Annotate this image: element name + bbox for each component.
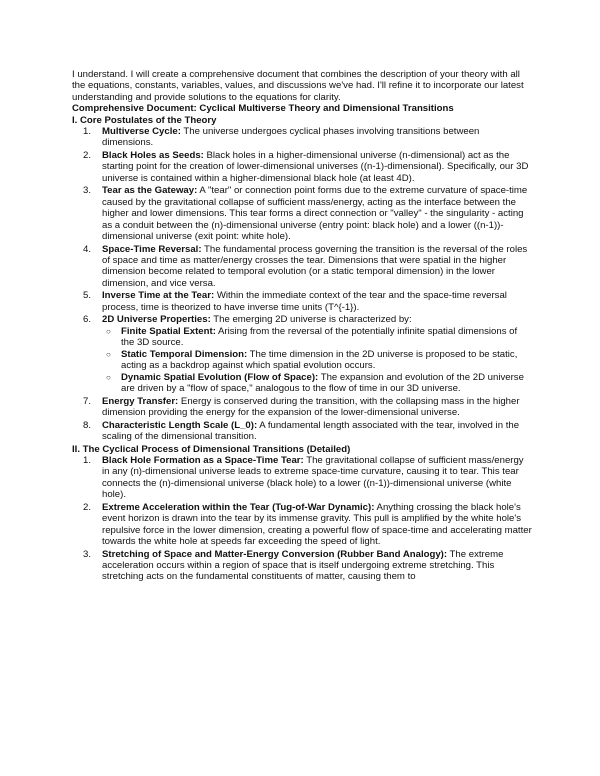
list-item: 3. Tear as the Gateway: A "tear" or connection point forms due to the extreme curvature of space-time caused by the gravitational collapse of sufficient mass/energy, acting as the interface between the higher and lower dimensions. This tear forms a direct connection or "valley" - the singularity - acting as a conduit between the (n)-dimensional universe (entry point: black hole) and a lower ((n-1))-dimensional universe (exit point: white hole). bbox=[83, 185, 528, 243]
item-term: Black Hole Formation as a Space-Time Tear: bbox=[102, 454, 304, 466]
document-title: Comprehensive Document: Cyclical Multiverse Theory and Dimensional Transitions bbox=[72, 103, 454, 115]
sub-item-text: The time dimension in the 2D universe is proposed to be static, acting as a backdrop against which spatial evolution occurs. bbox=[121, 348, 518, 372]
sub-item-term: Static Temporal Dimension: bbox=[121, 348, 248, 360]
item-text: Energy is conserved during the transition, with the collapsing mass in the higher dimension providing the energy for the expansion of the lower-dimensional universe. bbox=[102, 395, 520, 418]
bullet-icon: ○ bbox=[106, 372, 111, 382]
section-heading: I. Core Postulates of the Theory bbox=[72, 114, 217, 126]
list-item: 2. Black Holes as Seeds: Black holes in a higher-dimensional universe (n-dimensional) act as the starting point for the creation of lower-dimensional universes ((n-1)-dimensional). Specifically, our 3D universe is contained within a higher-dimensional black hole (at least 4D). bbox=[83, 150, 529, 184]
item-term: Black Holes as Seeds: bbox=[102, 150, 204, 162]
item-text: The universe undergoes cyclical phases involving transitions between dimensions. bbox=[102, 126, 480, 149]
list-item: 4. Space-Time Reversal: The fundamental process governing the transition is the reversal of the roles of space and time as matter/energy crosses the tear. Dimensions that were spatial in the higher dimension become related to temporal evolution (or a static temporal dimension) in the lower dimension, and vice versa. bbox=[83, 243, 528, 289]
sub-list-item bbox=[102, 372, 532, 395]
list-item: 6. 2D Universe Properties: The emerging 2D universe is characterized by: ○ Finite Spatial Extent: Arising from the reversal of the potentially infinite spatial dimensions of the 3D source. ○ Static Temporal Dimension: The time dimension in the 2D universe is proposed to be static, acting as a backdrop against which spatial evolution occurs. ○ Dynamic Spatial Evolution (Flow of Space): The expansion and evolution of the 2D universe are driven by a "flow of space," analogous to the flow of time in our 3D universe. bbox=[72, 314, 532, 394]
sub-item-term: Dynamic Spatial Evolution (Flow of Space): bbox=[121, 371, 319, 383]
item-text: The extreme acceleration occurs within a region of space that is itself undergoing extreme stretching. This stretching acts on the fundamental constituents of matter, causing them to bbox=[102, 548, 504, 583]
item-term: Characteristic Length Scale (L_0): bbox=[102, 419, 258, 431]
item-text: A "tear" or connection point forms due to the extreme curvature of space-time caused by the gravitational collapse of sufficient mass/energy, acting as the interface between the higher and lower dimensions. This tear forms a direct connection or "valley" - the singularity - acting as a conduit between the (n)-dimensional universe (entry point: black hole) and a lower ((n-1))-dimensional universe (exit point: white hole). bbox=[102, 185, 528, 243]
list-item: 8. Characteristic Length Scale (L_0): A fundamental length associated with the tear, involved in the scaling of the dimensional transition. bbox=[83, 419, 520, 442]
process-list bbox=[72, 455, 532, 583]
sub-list-item bbox=[102, 326, 532, 349]
item-text: Within the immediate context of the tear and the space-time reversal process, time is theorized to have inverse time units (T^{-1}). bbox=[102, 290, 507, 313]
sub-list bbox=[102, 326, 532, 394]
list-item: 1. Multiverse Cycle: The universe undergoes cyclical phases involving transitions between dimensions. bbox=[83, 126, 480, 149]
postulates-list bbox=[72, 126, 532, 442]
item-term: Stretching of Space and Matter-Energy Conversion (Rubber Band Analogy): bbox=[102, 548, 448, 560]
item-term: 2D Universe Properties: bbox=[102, 314, 211, 326]
item-text: The emerging 2D universe is characterized by: bbox=[210, 314, 412, 326]
item-text: The fundamental process governing the transition is the reversal of the roles of space and time as matter/energy crosses the tear. Dimensions that were spatial in the higher dimension become related to temporal evolution (or a static temporal dimension) in the lower dimension, and vice versa. bbox=[102, 243, 528, 289]
item-term: Inverse Time at the Tear: bbox=[102, 290, 215, 302]
item-text: A fundamental length associated with the tear, involved in the scaling of the dimensional transition. bbox=[102, 419, 520, 442]
item-term: Space-Time Reversal: bbox=[102, 243, 202, 255]
section-heading: II. The Cyclical Process of Dimensional Transitions (Detailed) bbox=[72, 443, 351, 455]
item-text: The gravitational collapse of sufficient mass/energy in any (n)-dimensional universe leads to extreme space-time curvature, causing it to tear. This tear connects the (n)-dimensional universe (black hole) to a lower ((n-1))-dimensional universe (white hole). bbox=[102, 454, 524, 501]
item-text: Anything crossing the black hole's event horizon is drawn into the tear by its immense gravity. This pull is amplified by the white hole's repulsive force in the lower dimension, creating a powerful flow of space-time and accelerating matter towards the white hole at speeds far exceeding the speed of light. bbox=[102, 501, 532, 547]
sub-item-text: The expansion and evolution of the 2D universe are driven by a "flow of space," analogous to the flow of time in our 3D universe. bbox=[121, 371, 524, 394]
bullet-icon: ○ bbox=[106, 326, 111, 336]
item-term: Tear as the Gateway: bbox=[102, 185, 198, 197]
item-term: Extreme Acceleration within the Tear (Tug-of-War Dynamic): bbox=[102, 501, 375, 513]
item-text: Black holes in a higher-dimensional universe (n-dimensional) act as the starting point for the creation of lower-dimensional universes ((n-1)-dimensional). Specifically, our 3D universe is contained within a higher-dimensional black hole (at least 4D). bbox=[102, 150, 529, 184]
item-term: Energy Transfer: bbox=[102, 395, 179, 407]
document-page bbox=[72, 69, 532, 584]
list-item: 1. Black Hole Formation as a Space-Time Tear: The gravitational collapse of sufficient mass/energy in any (n)-dimensional universe leads to extreme space-time curvature, causing it to tear. This tear connects the (n)-dimensional universe (black hole) to a lower ((n-1))-dimensional universe (white hole). bbox=[83, 454, 524, 501]
list-item: 2. Extreme Acceleration within the Tear (Tug-of-War Dynamic): Anything crossing the black hole's event horizon is drawn into the tear by its immense gravity. This pull is amplified by the white hole's repulsive force in the lower dimension, creating a powerful flow of space-time and accelerating matter towards the white hole at speeds far exceeding the speed of light. bbox=[83, 501, 532, 547]
list-item: 7. Energy Transfer: Energy is conserved during the transition, with the collapsing mass in the higher dimension providing the energy for the expansion of the lower-dimensional universe. bbox=[83, 395, 520, 418]
list-item: 3. Stretching of Space and Matter-Energy Conversion (Rubber Band Analogy): The extreme acceleration occurs within a region of space that is itself undergoing extreme stretching. This stretching acts on the fundamental constituents of matter, causing them to bbox=[83, 548, 504, 583]
intro-paragraph: I understand. I will create a comprehensive document that combines the description of your theory with all the equations, constants, variables, values, and discussions we've had. I'll refine it to incorporate our latest understanding and provide solutions to the equations for clarity. bbox=[72, 69, 524, 103]
sub-item-term: Finite Spatial Extent: bbox=[121, 325, 216, 337]
bullet-icon: ○ bbox=[106, 349, 111, 359]
sub-item-text: Arising from the reversal of the potentially infinite spatial dimensions of the 3D source. bbox=[121, 325, 518, 349]
item-term: Multiverse Cycle: bbox=[102, 126, 181, 138]
list-item: 5. Inverse Time at the Tear: Within the immediate context of the tear and the space-time reversal process, time is theorized to have inverse time units (T^{-1}). bbox=[83, 290, 507, 313]
sub-list-item bbox=[102, 349, 532, 372]
